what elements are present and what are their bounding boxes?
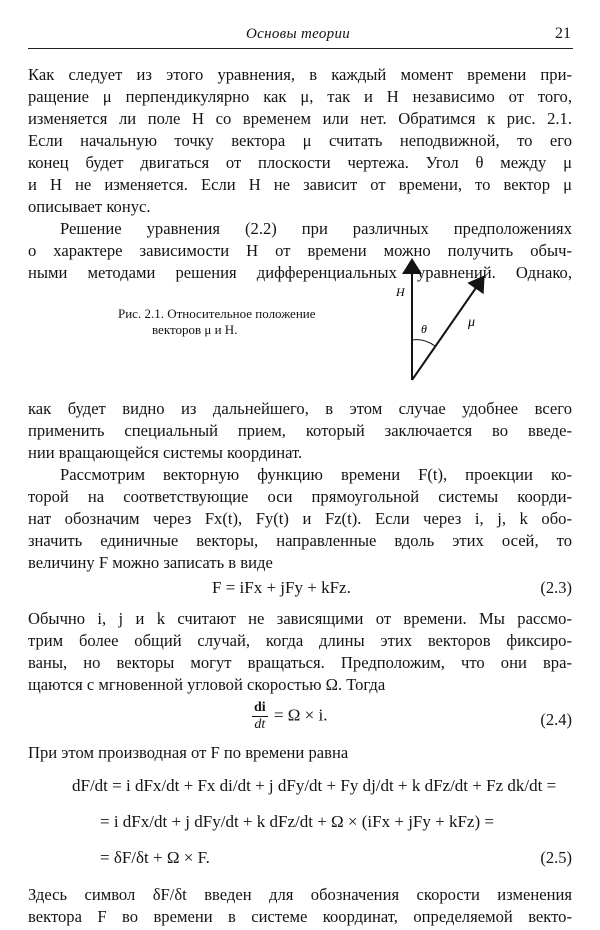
h-label: H (396, 285, 405, 299)
text-line: ращение μ перпендикулярно как μ, так и H независимо от того, (28, 87, 572, 106)
text-line: изменяется ли поле H со временем или нет. Обратимся к рис. 2.1. (28, 109, 572, 128)
text-line: о характере зависимости H от времени можно получить обыч- (28, 241, 572, 260)
text-line: Если начальную точку вектора μ считать неподвижной, то его (28, 131, 572, 150)
vector-figure (388, 258, 498, 388)
text-line: конец будет двигаться от плоскости чертежа. Угол θ между μ (28, 153, 572, 172)
text-line: ными методами решения дифференциальных уравнений. Однако, (28, 263, 572, 282)
page-number: 21 (555, 25, 571, 42)
text-line: торой на соответствующие оси прямоугольной системы коорди- (28, 487, 572, 506)
running-title: Основы теории (246, 26, 351, 42)
angle-arc (412, 340, 435, 346)
text-line: Решение уравнения (2.2) при различных предположениях (60, 219, 572, 238)
text-line: ваны, но векторы могут вращаться. Предположим, что они вра- (28, 653, 572, 672)
fraction (252, 700, 268, 733)
figure-caption-line1: Рис. 2.1. Относительное положение (118, 306, 316, 321)
mu-label: μ (468, 315, 476, 330)
text-line: При этом производная от F по времени равна (28, 743, 349, 762)
equation-rhs: = Ω × i. (273, 705, 328, 725)
equation-number-2-5: (2.5) (540, 848, 572, 867)
text-line: как будет видно из дальнейшего, в этом случае удобнее всего (28, 399, 572, 418)
text-line: Как следует из этого уравнения, в каждый момент времени при- (28, 65, 572, 84)
theta-label: θ (421, 322, 427, 336)
header-rule (28, 48, 573, 49)
text-line: величину F можно записать в виде (28, 553, 273, 572)
equation-2-4 (250, 700, 327, 733)
equation-2-5-line3: = δF/δt + Ω × F. (100, 848, 210, 867)
equation-2-5-line2: = i dFx/dt + j dFy/dt + k dFz/dt + Ω × (iFx + jFy + kFz) = (100, 812, 494, 831)
text-line: нат обозначим через Fx(t), Fy(t) и Fz(t). Если через i, j, k обо- (28, 509, 572, 528)
equation-number-2-4: (2.4) (540, 710, 572, 729)
equation-number-2-3: (2.3) (540, 578, 572, 597)
text-line: нии вращающейся системы координат. (28, 443, 303, 462)
text-line: Обычно i, j и k считают не зависящими от времени. Мы рассмо- (28, 609, 572, 628)
equation-2-3: F = iFx + jFy + kFz. (212, 578, 351, 597)
text-line: применить специальный прием, который заключается во введе- (28, 421, 572, 440)
text-line: вектора F во времени в системе координат, определяемой векто- (28, 907, 572, 926)
text-line: Рассмотрим векторную функцию времени F(t), проекции ко- (60, 465, 572, 484)
equation-2-5-line1: dF/dt = i dFx/dt + Fx di/dt + j dFy/dt + Fy dj/dt + k dFz/dt + Fz dk/dt = (72, 776, 557, 795)
text-line: и H не изменяется. Если H не зависит от времени, то вектор μ (28, 175, 572, 194)
numerator: di (254, 700, 266, 715)
denominator: dt (254, 717, 266, 732)
text-line: щаются с мгновенной угловой скоростью Ω. Тогда (28, 675, 386, 694)
text-line: значить единичные векторы, направленные вдоль этих осей, то (28, 531, 572, 550)
page-header (28, 22, 573, 48)
text-line: Здесь символ δF/δt введен для обозначения скорости изменения (28, 885, 572, 904)
text-line: трим более общий случай, когда длины этих векторов фиксиро- (28, 631, 572, 650)
text-line: описывает конус. (28, 197, 151, 216)
figure-caption-line2: векторов μ и H. (152, 322, 238, 337)
